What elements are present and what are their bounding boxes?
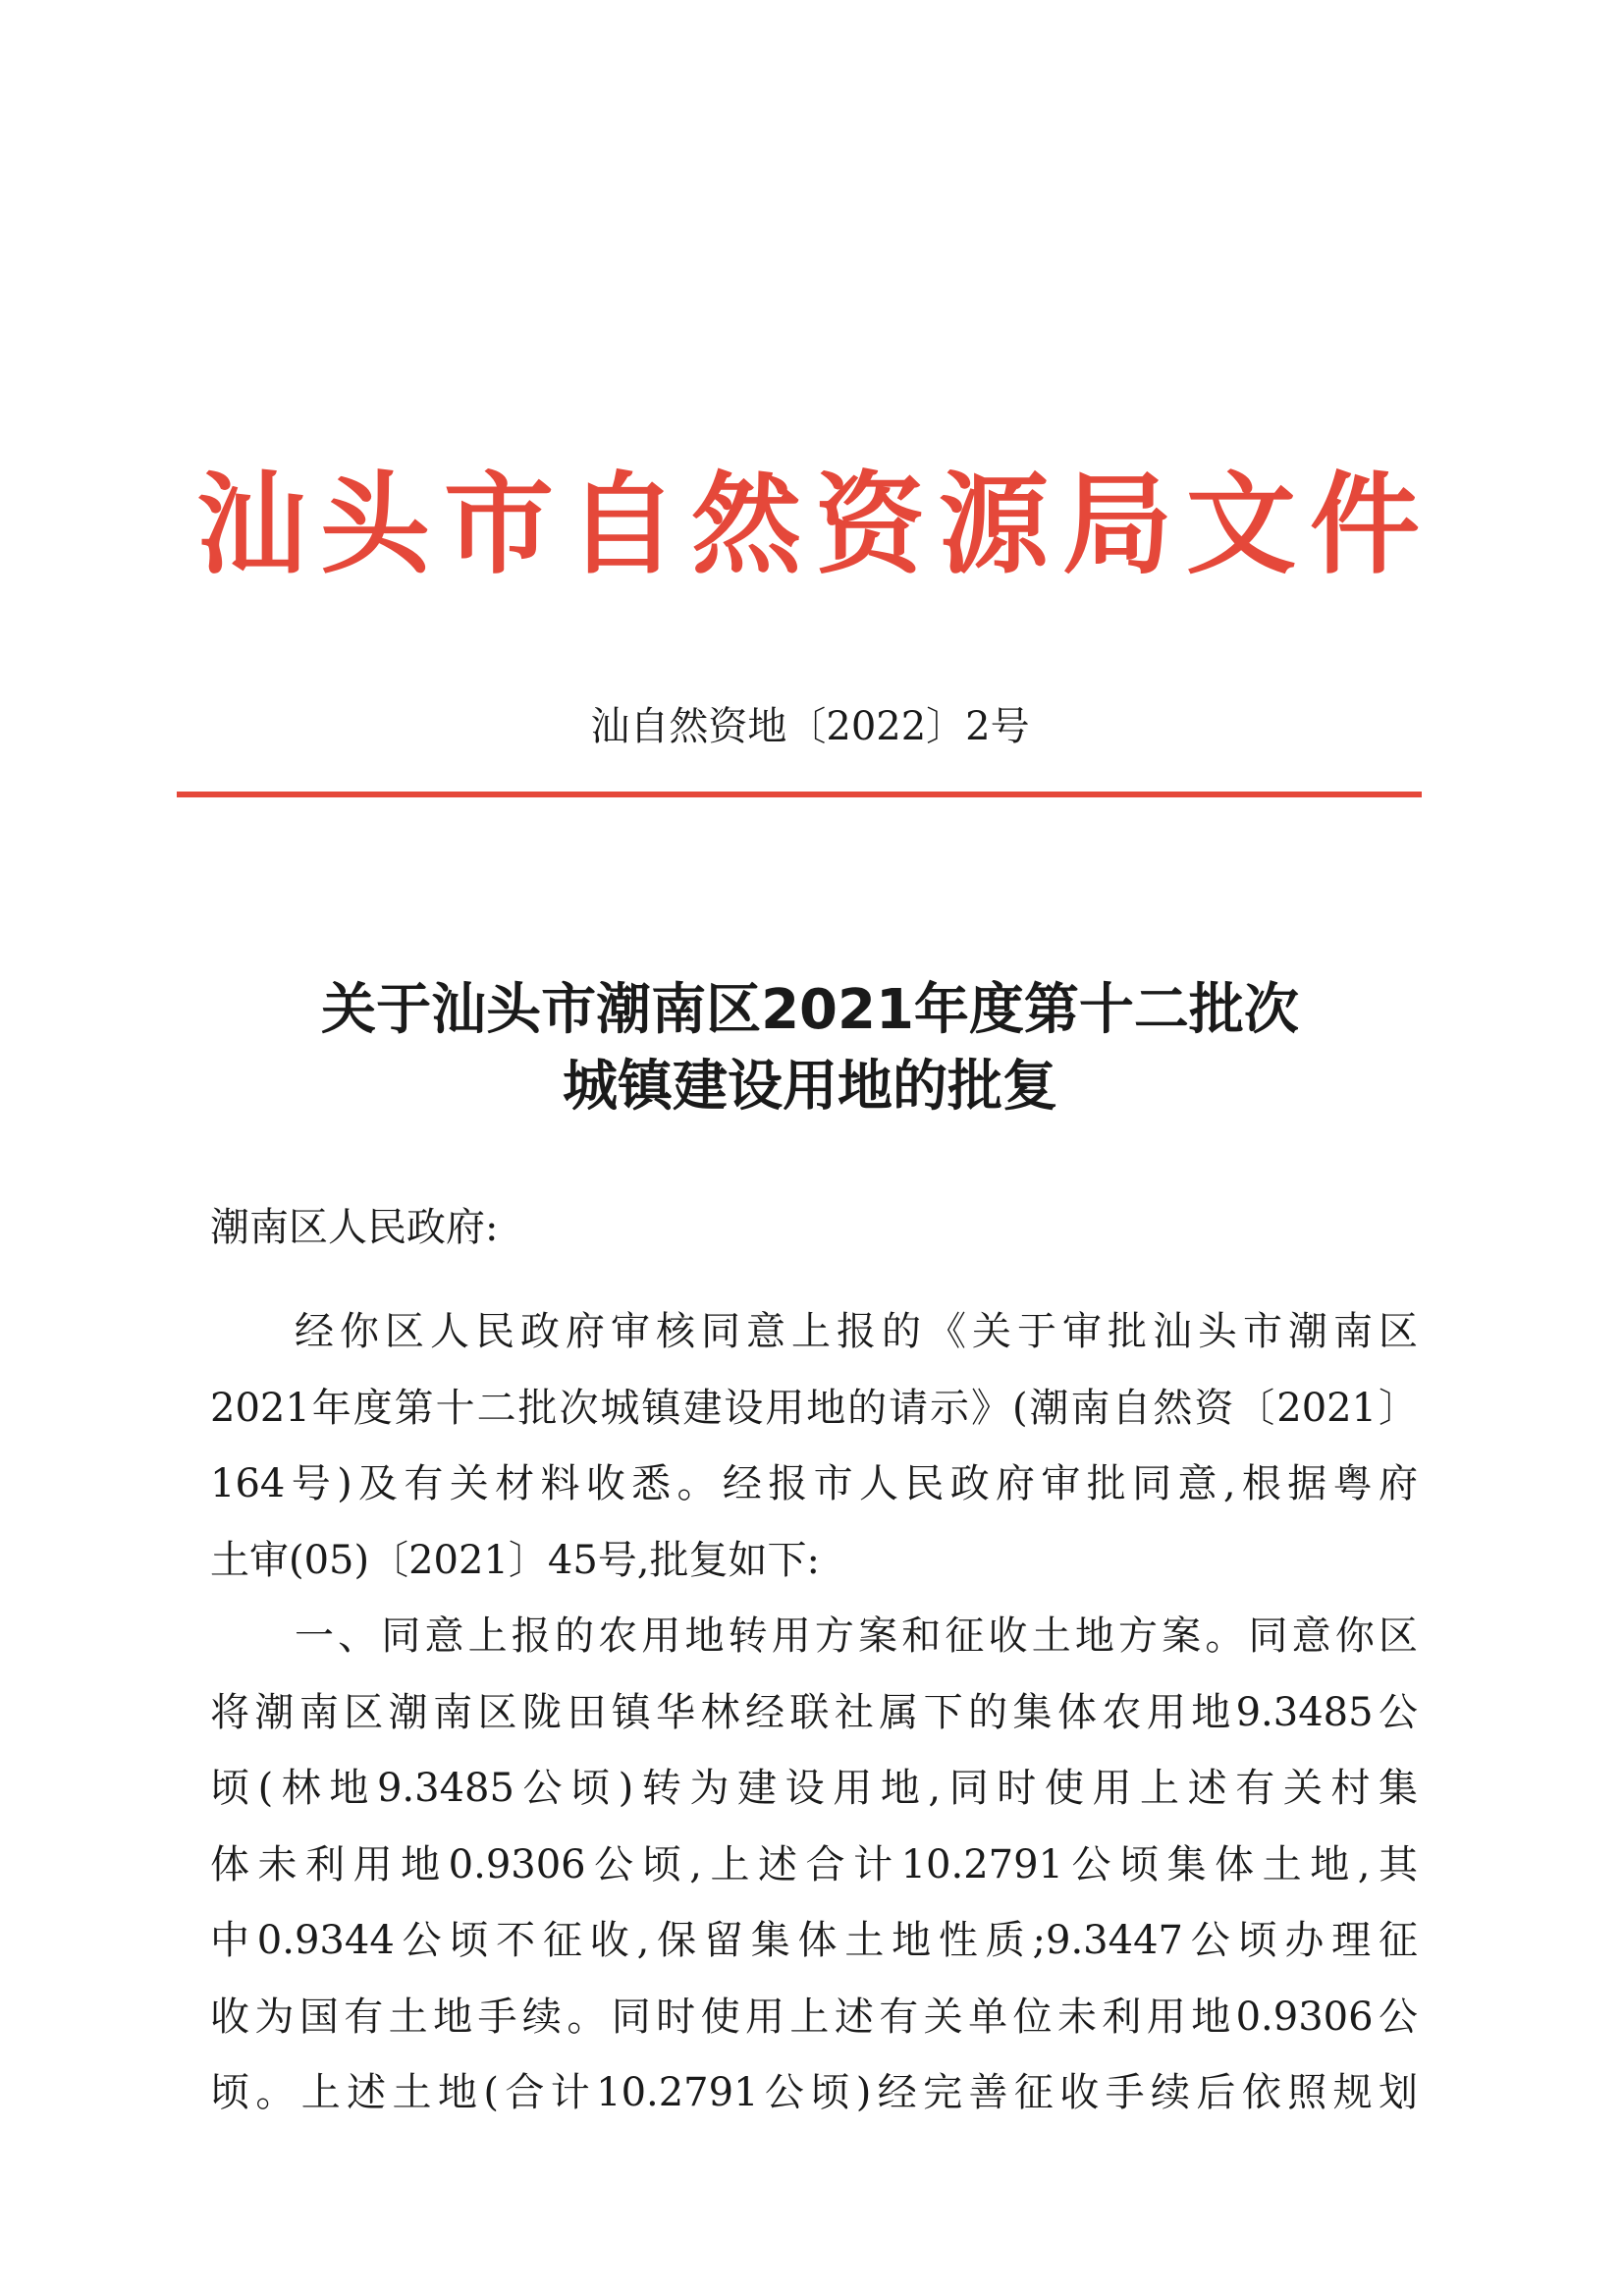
body-line: 中0.9344公顷不征收,保留集体土地性质;9.3447公顷办理征 (210, 1918, 1418, 1963)
document-title (196, 972, 1424, 1125)
body-line: 顷。上述土地(合计10.2791公顷)经完善征收手续后依照规划 (210, 2070, 1418, 2115)
body-line: 体未利用地0.9306公顷,上述合计10.2791公顷集体土地,其 (210, 1841, 1418, 1887)
document-number: 汕自然资地〔2022〕2号 (590, 704, 1030, 749)
body-line: 将潮南区潮南区陇田镇华林经联社属下的集体农用地9.3485公 (210, 1689, 1418, 1735)
red-divider-line (177, 792, 1422, 797)
body-line: 164号)及有关材料收悉。经报市人民政府审批同意,根据粤府 (210, 1461, 1418, 1506)
addressee: 潮南区人民政府: (210, 1205, 499, 1250)
body-text (210, 1294, 1418, 2132)
body-line: 顷(林地9.3485公顷)转为建设用地,同时使用上述有关村集 (210, 1766, 1418, 1811)
body-line: 一、同意上报的农用地转用方案和征收土地方案。同意你区 (295, 1613, 1418, 1659)
body-line: 2021年度第十二批次城镇建设用地的请示》(潮南自然资〔2021〕 (210, 1385, 1418, 1431)
masthead-title: 汕头市自然资源局文件 (196, 461, 1434, 589)
body-line: 土审(05)〔2021〕45号,批复如下: (210, 1537, 820, 1583)
title-line-1: 关于汕头市潮南区2021年度第十二批次 (321, 978, 1299, 1042)
body-line: 经你区人民政府审核同意上报的《关于审批汕头市潮南区 (295, 1309, 1418, 1354)
title-line-2: 城镇建设用地的批复 (563, 1055, 1057, 1119)
body-line: 收为国有土地手续。同时使用上述有关单位未利用地0.9306公 (210, 1994, 1418, 2040)
